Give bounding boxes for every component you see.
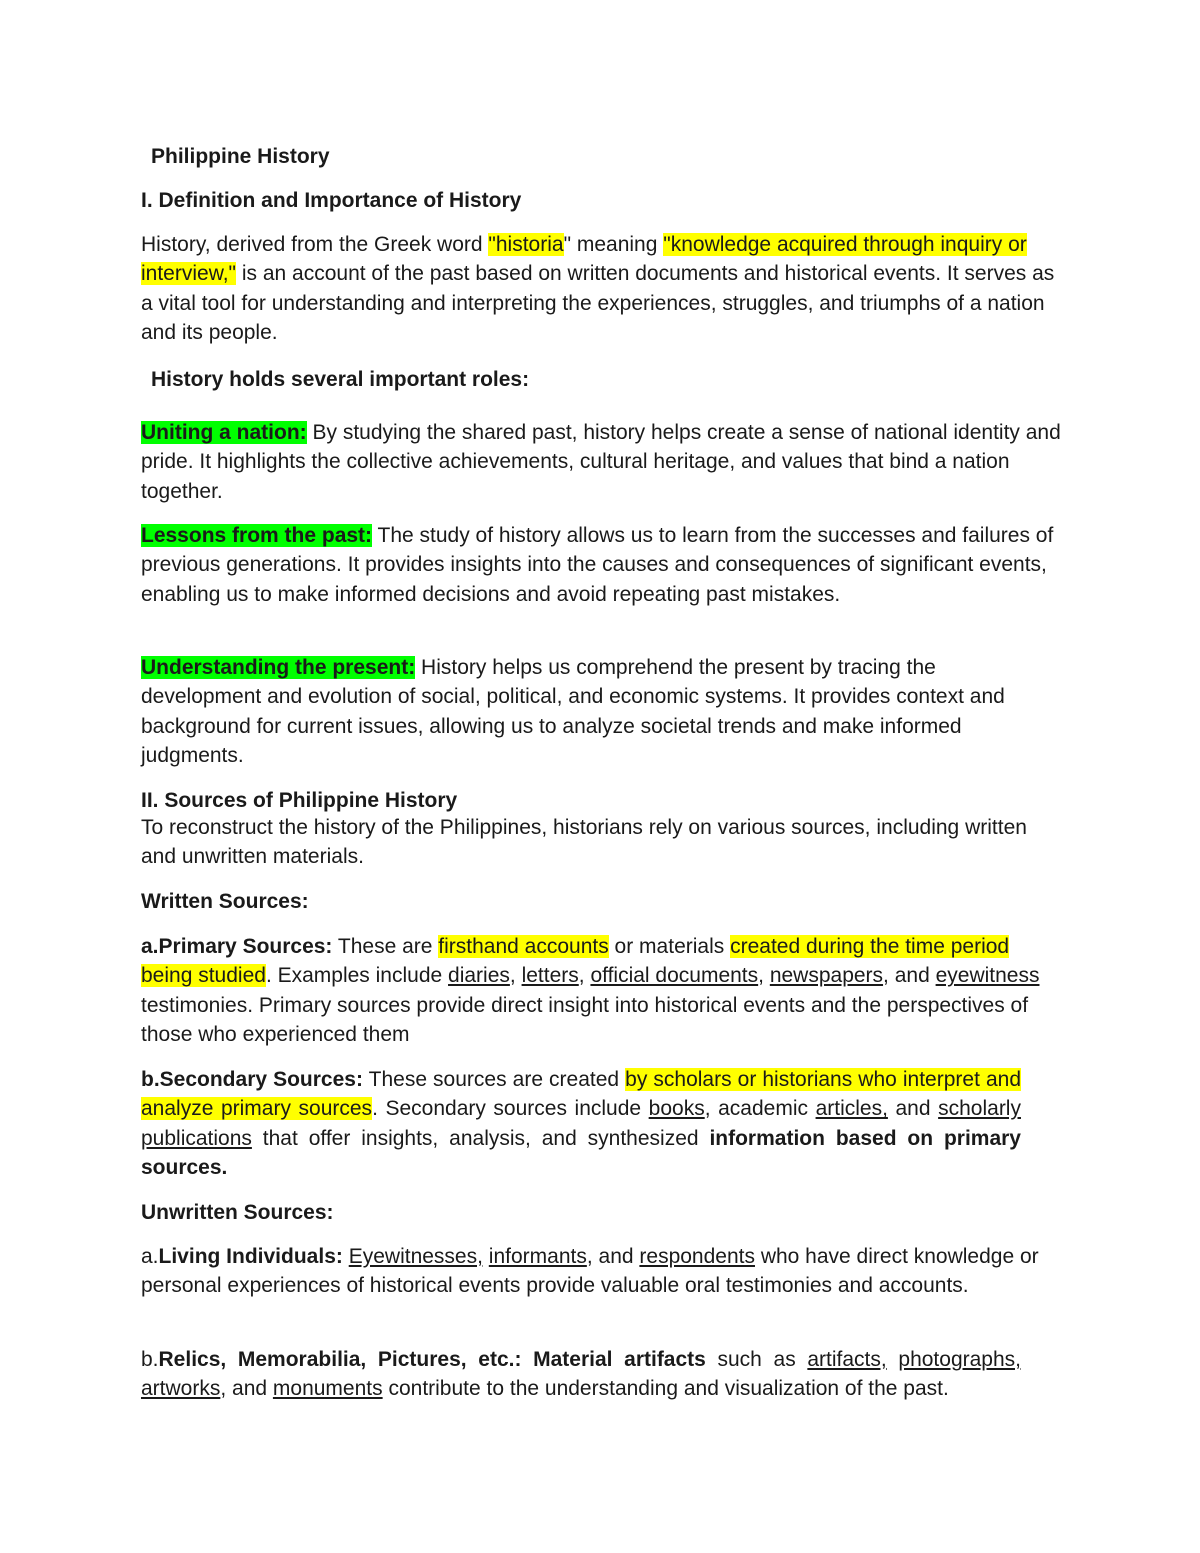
- underline-photographs: photographs,: [898, 1348, 1021, 1371]
- underline-eyewitnesses: Eyewitnesses,: [348, 1245, 483, 1268]
- highlight-scholars: by scholars or historians who interpret and analyze primary sources: [141, 1068, 1021, 1121]
- underline-artworks: artworks: [141, 1377, 221, 1401]
- list-prefix: b.: [141, 1348, 159, 1371]
- section-1-heading: I. Definition and Importance of History: [141, 189, 522, 212]
- underline-informants: informants: [488, 1245, 587, 1268]
- role-text: The study of history allows us to learn from the successes and failures of previous generations. It provides insights into the causes and consequences of significant events, enabling us to make informed decisions and avoid repeating past mistakes.: [141, 524, 1054, 606]
- relics-label: Relics, Memorabilia, Pictures, etc.: Material artifacts: [158, 1348, 706, 1371]
- text-run: contribute to the understanding and visualization of the past.: [382, 1377, 949, 1401]
- unwritten-sources-heading: Unwritten Sources:: [141, 1201, 334, 1224]
- underline-newspapers: newspapers: [769, 964, 884, 988]
- highlight-meaning: "knowledge acquired through inquiry or interview,": [141, 233, 1027, 286]
- secondary-sources-paragraph: [141, 1065, 1021, 1183]
- text-run: , academic: [704, 1097, 816, 1121]
- secondary-label: b.Secondary Sources:: [141, 1068, 363, 1091]
- definition-paragraph: [141, 230, 1061, 348]
- text-run: History, derived from the Greek word: [141, 233, 489, 256]
- text-run: These are: [332, 935, 439, 958]
- relics-paragraph: [141, 1345, 1021, 1404]
- text-run: . Secondary sources include: [372, 1097, 649, 1121]
- text-run: ,: [578, 964, 591, 988]
- living-label: Living Individuals:: [158, 1245, 343, 1268]
- highlight-created: created during the time period being studied: [141, 935, 1010, 988]
- underline-diaries: diaries: [448, 964, 510, 988]
- underline-artifacts: artifacts,: [807, 1348, 887, 1371]
- role-uniting: [141, 418, 1061, 506]
- text-run: . Examples include: [265, 964, 449, 988]
- roles-heading: History holds several important roles:: [151, 368, 530, 391]
- role-label: Lessons from the past:: [141, 524, 373, 547]
- underline-scholarly-publications: scholarly publications: [141, 1097, 1021, 1150]
- text-run: , and: [586, 1245, 640, 1268]
- text-run: that offer insights, analysis, and synthesized: [251, 1126, 710, 1150]
- underline-monuments: monuments: [272, 1377, 383, 1401]
- living-individuals-paragraph: [141, 1242, 1061, 1301]
- written-sources-heading: Written Sources:: [141, 890, 309, 913]
- text-run: , and: [883, 964, 936, 988]
- role-understanding: [141, 653, 1061, 771]
- list-prefix: a.: [141, 1245, 159, 1268]
- underline-books: books: [648, 1097, 705, 1121]
- text-run: such as: [705, 1348, 808, 1371]
- text-run: [887, 1348, 899, 1371]
- text-run: ,: [758, 964, 770, 988]
- role-text: By studying the shared past, history helps create a sense of national identity and pride. It highlights the collective achievements, cultural heritage, and values that bind a nation together.: [141, 421, 1061, 503]
- role-lessons: [141, 521, 1061, 609]
- text-run: , and: [220, 1377, 273, 1401]
- text-run: ,: [509, 964, 522, 988]
- role-label: Understanding the present:: [141, 656, 416, 679]
- text-run: testimonies. Primary sources provide direct insight into historical events and the perspectives of those who experienced them: [141, 993, 1029, 1047]
- bold-information: information based on primary sources.: [141, 1126, 1021, 1180]
- document-title: Philippine History: [151, 145, 330, 168]
- underline-eyewitness: eyewitness: [935, 964, 1040, 988]
- highlight-historia: "historia: [488, 233, 564, 256]
- text-run: These sources are created: [362, 1068, 626, 1091]
- text-run: who have direct knowledge or personal experiences of historical events provide valuable oral testimonies and accounts.: [141, 1245, 1039, 1298]
- text-run: is an account of the past based on written documents and historical events. It serves as a vital tool for understanding and interpreting the experiences, struggles, and triumphs of a nation and its people.: [141, 262, 1055, 345]
- primary-sources-paragraph: [141, 932, 1061, 1050]
- underline-respondents: respondents: [639, 1245, 755, 1268]
- primary-label: a.Primary Sources:: [141, 935, 333, 958]
- section-2-heading: II. Sources of Philippine History: [141, 789, 458, 812]
- text-run: or materials: [608, 935, 731, 958]
- underline-letters: letters: [521, 964, 579, 988]
- sources-intro: To reconstruct the history of the Philippines, historians rely on various sources, including written and unwritten materials.: [141, 816, 1027, 869]
- role-label: Uniting a nation:: [141, 421, 307, 444]
- highlight-firsthand: firsthand accounts: [438, 935, 609, 958]
- underline-official-documents: official documents: [590, 964, 759, 988]
- role-text: History helps us comprehend the present by tracing the development and evolution of social, political, and economic systems. It provides context and background for current issues, allowing us to analyze societal trends and make informed judgments.: [141, 656, 1005, 768]
- underline-articles: articles,: [815, 1097, 888, 1121]
- text-run: " meaning: [563, 233, 664, 256]
- text-run: and: [887, 1097, 939, 1121]
